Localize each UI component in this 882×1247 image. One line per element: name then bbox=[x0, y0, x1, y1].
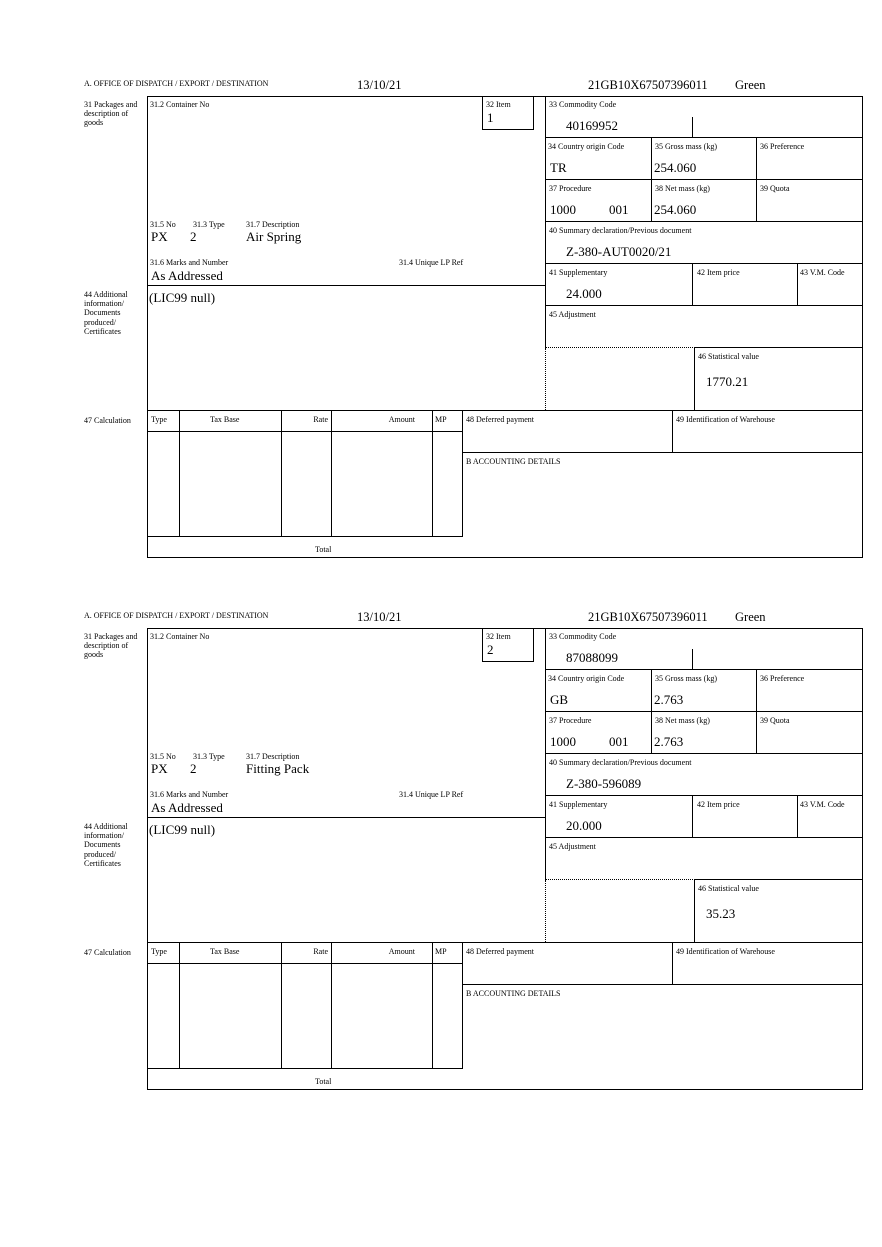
net-mass-label: 38 Net mass (kg) bbox=[655, 184, 710, 193]
calculation-label: 47 Calculation bbox=[84, 416, 131, 425]
route-status: Green bbox=[735, 610, 766, 624]
supplementary-value: 24.000 bbox=[566, 286, 602, 301]
supplementary-label: 41 Supplementary bbox=[549, 800, 608, 809]
statistical-value: 35.23 bbox=[706, 906, 736, 921]
quota-label: 39 Quota bbox=[760, 184, 790, 193]
summary-decl-label: 40 Summary declaration/Previous document bbox=[549, 758, 692, 767]
unique-lp-label: 31.4 Unique LP Ref bbox=[399, 258, 464, 267]
additional-info-label: 44 Additional information/ Documents produced/ Certificates bbox=[84, 822, 128, 868]
procedure-additional-value: 001 bbox=[609, 202, 629, 217]
statistical-value: 1770.21 bbox=[706, 374, 749, 389]
declaration-reference: 21GB10X67507396011 bbox=[588, 610, 708, 624]
country-origin-value: TR bbox=[550, 160, 567, 175]
summary-decl-label: 40 Summary declaration/Previous document bbox=[549, 226, 692, 235]
vm-code-label: 43 V.M. Code bbox=[800, 268, 845, 277]
packages-label: 31 Packages and description of goods bbox=[84, 632, 138, 660]
pkg-desc-value: Fitting Pack bbox=[246, 761, 310, 776]
pkg-type-label: 31.3 Type bbox=[193, 220, 225, 229]
col-rate-header: Rate bbox=[313, 415, 328, 424]
declaration-reference: 21GB10X67507396011 bbox=[588, 78, 708, 92]
gross-mass-value: 254.060 bbox=[654, 160, 697, 175]
commodity-code-label: 33 Commodity Code bbox=[549, 632, 617, 641]
customs-item-form bbox=[0, 0, 882, 554]
additional-info-label: 44 Additional information/ Documents produced/ Certificates bbox=[84, 290, 128, 336]
net-mass-value: 254.060 bbox=[654, 202, 697, 217]
pkg-desc-label: 31.7 Description bbox=[246, 220, 300, 229]
pkg-no-label: 31.5 No bbox=[150, 752, 176, 761]
office-header-label: A. OFFICE OF DISPATCH / EXPORT / DESTINATION bbox=[84, 79, 269, 88]
procedure-label: 37 Procedure bbox=[549, 184, 592, 193]
gross-mass-label: 35 Gross mass (kg) bbox=[655, 674, 717, 683]
gross-mass-value: 2.763 bbox=[654, 692, 684, 707]
net-mass-label: 38 Net mass (kg) bbox=[655, 716, 710, 725]
warehouse-id-label: 49 Identification of Warehouse bbox=[676, 415, 775, 424]
col-tax-base-header: Tax Base bbox=[210, 415, 240, 424]
item-label: 32 Item bbox=[486, 100, 511, 109]
item-number: 2 bbox=[487, 642, 494, 657]
office-header-label: A. OFFICE OF DISPATCH / EXPORT / DESTINATION bbox=[84, 611, 269, 620]
pkg-type-label: 31.3 Type bbox=[193, 752, 225, 761]
item-price-label: 42 Item price bbox=[697, 268, 740, 277]
procedure-label: 37 Procedure bbox=[549, 716, 592, 725]
country-origin-value: GB bbox=[550, 692, 569, 707]
procedure-value: 1000 bbox=[550, 734, 576, 749]
statistical-value-label: 46 Statistical value bbox=[698, 352, 759, 361]
preference-label: 36 Preference bbox=[760, 142, 805, 151]
summary-decl-value: Z-380-596089 bbox=[566, 776, 642, 791]
commodity-code-value: 87088099 bbox=[566, 650, 618, 665]
commodity-code-label: 33 Commodity Code bbox=[549, 100, 617, 109]
declaration-date: 13/10/21 bbox=[357, 78, 402, 92]
marks-label: 31.6 Marks and Number bbox=[150, 258, 229, 267]
col-amount-header: Amount bbox=[388, 415, 415, 424]
packages-label: 31 Packages and description of goods bbox=[84, 100, 138, 128]
total-label: Total bbox=[315, 1077, 332, 1086]
procedure-value: 1000 bbox=[550, 202, 576, 217]
unique-lp-label: 31.4 Unique LP Ref bbox=[399, 790, 464, 799]
col-mp-header: MP bbox=[435, 947, 447, 956]
marks-value: As Addressed bbox=[151, 268, 223, 283]
additional-info-value: (LIC99 null) bbox=[149, 290, 216, 305]
preference-label: 36 Preference bbox=[760, 674, 805, 683]
supplementary-value: 20.000 bbox=[566, 818, 602, 833]
col-type-header: Type bbox=[151, 415, 167, 424]
accounting-details-label: B ACCOUNTING DETAILS bbox=[466, 457, 561, 466]
adjustment-label: 45 Adjustment bbox=[549, 310, 596, 319]
marks-value: As Addressed bbox=[151, 800, 223, 815]
country-origin-label: 34 Country origin Code bbox=[548, 674, 625, 683]
col-mp-header: MP bbox=[435, 415, 447, 424]
gross-mass-label: 35 Gross mass (kg) bbox=[655, 142, 717, 151]
pkg-desc-value: Air Spring bbox=[246, 229, 302, 244]
pkg-type-value: 2 bbox=[190, 761, 197, 776]
total-label: Total bbox=[315, 545, 332, 554]
calculation-label: 47 Calculation bbox=[84, 948, 131, 957]
col-tax-base-header: Tax Base bbox=[210, 947, 240, 956]
item-label: 32 Item bbox=[486, 632, 511, 641]
summary-decl-value: Z-380-AUT0020/21 bbox=[566, 244, 672, 259]
vm-code-label: 43 V.M. Code bbox=[800, 800, 845, 809]
procedure-additional-value: 001 bbox=[609, 734, 629, 749]
pkg-desc-label: 31.7 Description bbox=[246, 752, 300, 761]
additional-info-value: (LIC99 null) bbox=[149, 822, 216, 837]
col-amount-header: Amount bbox=[388, 947, 415, 956]
commodity-code-value: 40169952 bbox=[566, 118, 618, 133]
pkg-no-value: PX bbox=[151, 761, 168, 776]
warehouse-id-label: 49 Identification of Warehouse bbox=[676, 947, 775, 956]
pkg-type-value: 2 bbox=[190, 229, 197, 244]
item-number: 1 bbox=[487, 110, 494, 125]
container-no-label: 31.2 Container No bbox=[150, 632, 210, 641]
item-price-label: 42 Item price bbox=[697, 800, 740, 809]
marks-label: 31.6 Marks and Number bbox=[150, 790, 229, 799]
pkg-no-value: PX bbox=[151, 229, 168, 244]
net-mass-value: 2.763 bbox=[654, 734, 684, 749]
col-type-header: Type bbox=[151, 947, 167, 956]
container-no-label: 31.2 Container No bbox=[150, 100, 210, 109]
deferred-payment-label: 48 Deferred payment bbox=[466, 415, 534, 424]
declaration-date: 13/10/21 bbox=[357, 610, 402, 624]
country-origin-label: 34 Country origin Code bbox=[548, 142, 625, 151]
statistical-value-label: 46 Statistical value bbox=[698, 884, 759, 893]
customs-item-form bbox=[0, 532, 882, 1086]
supplementary-label: 41 Supplementary bbox=[549, 268, 608, 277]
adjustment-label: 45 Adjustment bbox=[549, 842, 596, 851]
col-rate-header: Rate bbox=[313, 947, 328, 956]
route-status: Green bbox=[735, 78, 766, 92]
pkg-no-label: 31.5 No bbox=[150, 220, 176, 229]
quota-label: 39 Quota bbox=[760, 716, 790, 725]
deferred-payment-label: 48 Deferred payment bbox=[466, 947, 534, 956]
accounting-details-label: B ACCOUNTING DETAILS bbox=[466, 989, 561, 998]
